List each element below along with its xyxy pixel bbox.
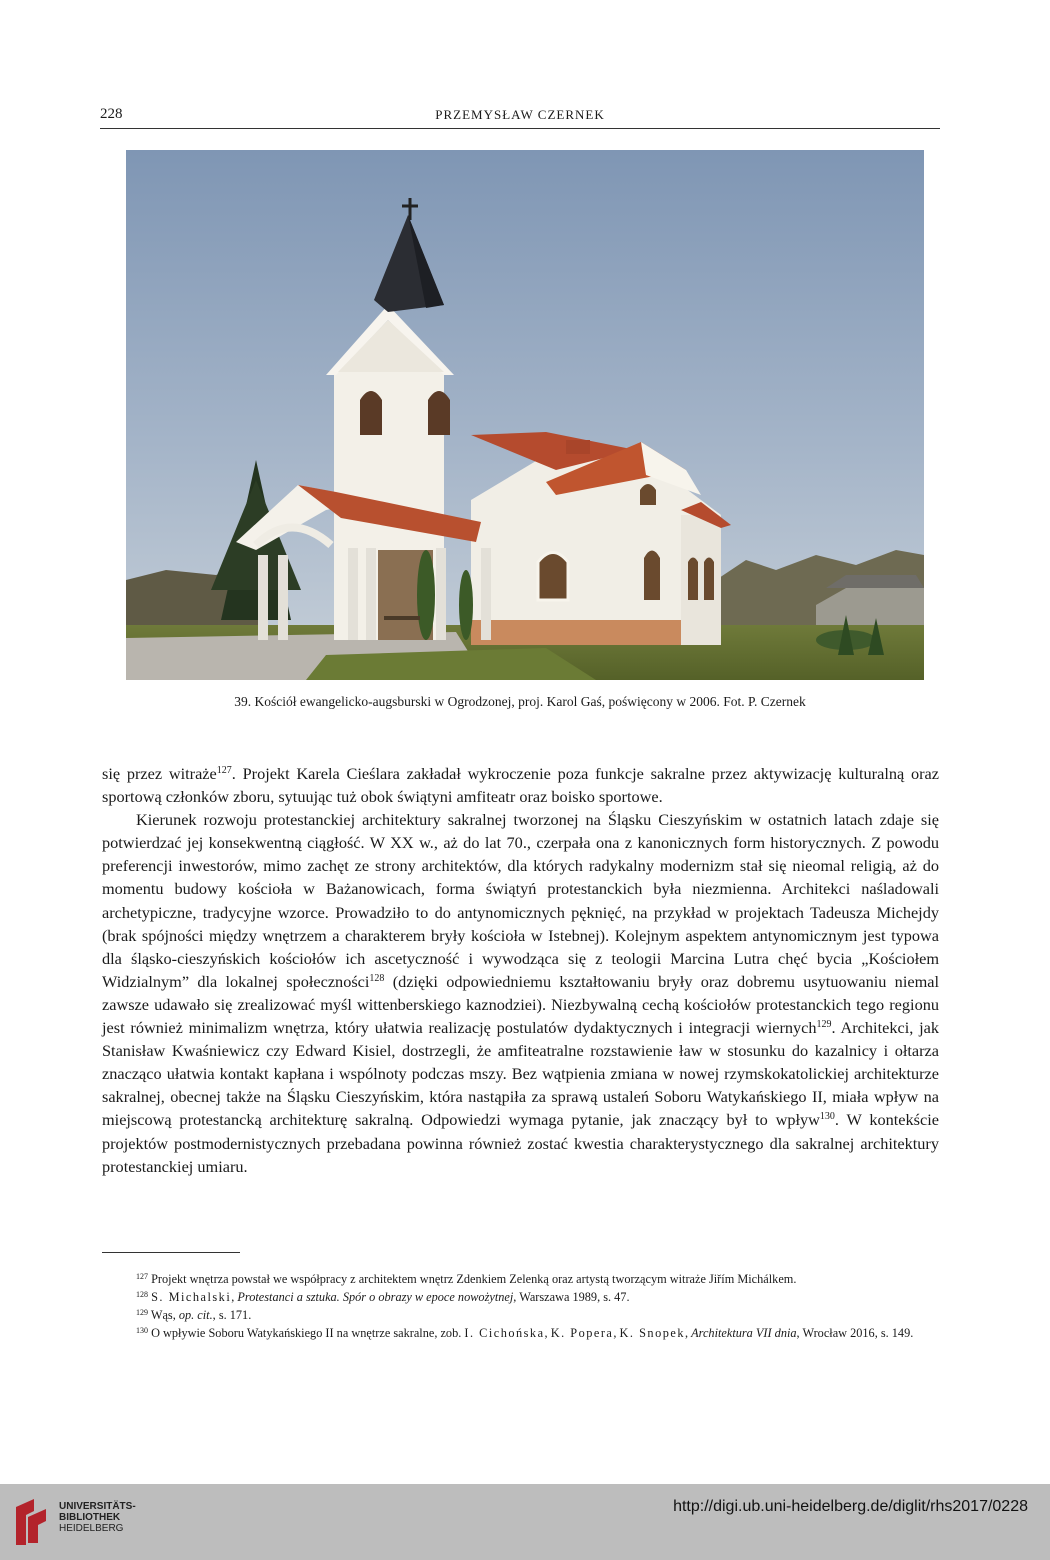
footnote-number: 129 [136, 1308, 148, 1317]
page-number: 228 [100, 106, 123, 122]
footnote-rest: , Warszawa 1989, s. 47. [513, 1290, 630, 1304]
footnote-ital: op. cit. [178, 1308, 213, 1322]
page-header [100, 104, 940, 129]
footnotes [102, 1270, 939, 1342]
library-name-line: HEIDELBERG [59, 1523, 124, 1534]
footnote-text: Wąs, [150, 1308, 179, 1322]
footnote-title: Protestanci a sztuka. Spór o obrazy w epoce nowożytnej [237, 1290, 514, 1304]
footnote-text: O wpływie Soboru Watykańskiego II na wnętrze sakralne, zob. [151, 1326, 465, 1340]
footnote-sep: , [231, 1290, 238, 1304]
text-run: (dzięki odpowiedniemu kształtowaniu bryły oraz dobremu usytuowaniu niemal zawsze udawało się zrealizować myśl wittenberskiego kaznodziei). Niezbywalną cechą kościołów protestanckich tego regionu jest również minimalizm wnętrza, który ułatwia realizację postulatów dydaktycznych i integracji wiernych [102, 971, 939, 1038]
footnote-title: Architektura VII dnia [691, 1326, 797, 1340]
paragraph-2 [102, 808, 939, 1178]
library-footer-bar [0, 1484, 1050, 1560]
footnote-127 [102, 1270, 939, 1288]
footnote-number: 127 [136, 1272, 148, 1281]
footnote-rest: , s. 171. [212, 1308, 252, 1322]
text-run: . Projekt Karela Cieślara zakładał wykroczenie poza funkcje sakralne przez aktywizację kulturalną oraz sportową członków zboru, sytuując tuż obok świątyni amfiteatr oraz boisko sportowe. [102, 764, 939, 807]
footnote-sep: , [684, 1326, 692, 1340]
running-head: PRZEMYSŁAW CZERNEK [435, 107, 605, 122]
footnote-129 [102, 1306, 939, 1324]
footnote-author: I. Cichońska [464, 1326, 545, 1340]
footnote-author: K. Popera [550, 1326, 614, 1340]
church-photo [126, 150, 924, 680]
permalink-url[interactable]: http://digi.ub.uni-heidelberg.de/diglit/rhs2017/0228 [673, 1498, 1028, 1515]
footnote-ref: 130 [819, 1111, 835, 1123]
footnote-author: K. Snopek [619, 1326, 685, 1340]
library-name-line: BIBLIOTHEK [59, 1512, 121, 1523]
paragraph-1 [102, 762, 939, 808]
text-run: . Architekci, jak Stanisław Kwaśniewicz czy Edward Kisiel, dostrzegli, że amfiteatralne rozstawienie ław w stosunku do kazalnicy i ołtarza znacząco ułatwia kontakt kapłana i wspólnoty podczas mszy. Bez wątpienia zmiana w nowej rzymskokatolickiej architekturze sakralnej, obecnej także na Śląsku Cieszyńskim, która nastąpiła za sprawą ustaleń Soboru Watykańskiego II, miała wpływ na miejscową protestancką architekturę sakralną. Odpowiedzi wymaga pytanie, jak znaczący był to wpływ [102, 1018, 939, 1130]
footnote-ref: 127 [216, 765, 232, 776]
library-logo-icon [12, 1497, 50, 1547]
footnote-ref: 128 [369, 972, 385, 984]
text-run: Kierunek rozwoju protestanckiej architektury sakralnej tworzonej na Śląsku Cieszyńskim w ostatnich latach zdaje się potwierdzać jej konsekwentną ciągłość. W XX w., aż do lat 70., czerpała ona z kanonicznych form historycznych. Z powodu preferencji inwestorów, mimo zachęt ze strony architektów, dla których radykalny modernizm stał się nieomal religią, aż do momentu budowy kościoła w Bażanowicach, forma świątyń protestanckich była niezmienna. Architekci naśladowali archetypiczne, tradycyjne wzorce. Prowadziło to do antynomicznych pęknięć, na przykład w projektach Tadeusza Michejdy (brak spójności między wnętrzem a charakterem bryły kościoła w Istebnej). Kolejnym aspektem antynomicznym jest typowa dla śląsko-cieszyńskich kościołów ich ascetyczność i wywodząca się z teologii Marcina Lutra chęć bycia „Kościołem Widzialnym” dla lokalnej społeczności [102, 810, 939, 991]
footnote-sep: , [613, 1326, 620, 1340]
footnote-number: 128 [136, 1290, 148, 1299]
text-run: . W kontekście projektów postmodernistycznych przebadana powinna również zostać kwestia charakterystycznego dla sakralnej architektury protestanckiej umiaru. [102, 1110, 939, 1176]
footnote-sep: , [544, 1326, 551, 1340]
footnote-author: S. Michalski [151, 1290, 232, 1304]
footnote-130 [102, 1324, 939, 1342]
figure-caption: 39. Kościół ewangelicko-augsburski w Ogrodzonej, proj. Karol Gaś, poświęcony w 2006. Fot. P. Czernek [234, 694, 806, 709]
footnote-number: 130 [136, 1326, 148, 1335]
footnote-ref: 129 [816, 1019, 832, 1031]
footnote-rule [102, 1252, 240, 1253]
text-run: się przez witraże [102, 764, 217, 783]
footnote-rest: , Wrocław 2016, s. 149. [796, 1326, 914, 1340]
footnote-text: Projekt wnętrza powstał we współpracy z architektem wnętrz Zdenkiem Zelenką oraz artystą tworzącym witraże Jiřím Michálkem. [151, 1272, 797, 1286]
footnote-128 [102, 1288, 939, 1306]
library-name-line: UNIVERSITÄTS- [59, 1501, 136, 1512]
library-name [59, 1501, 136, 1534]
body-text [102, 762, 939, 1178]
